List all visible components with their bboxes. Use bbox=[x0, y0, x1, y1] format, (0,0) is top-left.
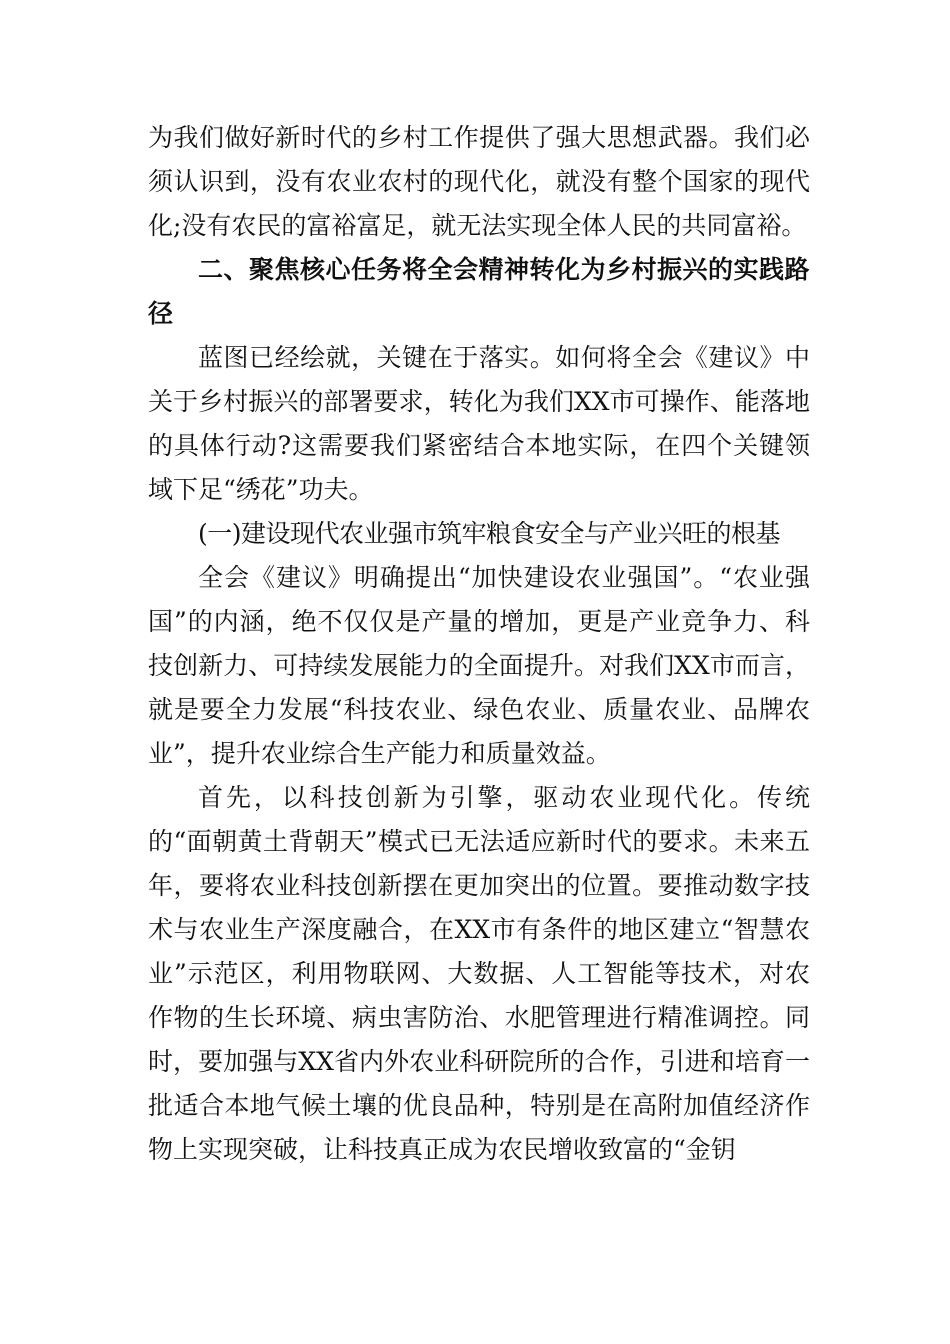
body-paragraph: 蓝图已经绘就，关键在于落实。如何将全会《建议》中关于乡村振兴的部署要求，转化为我们XX市可操作、能落地的具体行动?这需要我们紧密结合本地实际，在四个关键领域下足“绣花”功夫。 bbox=[148, 343, 810, 504]
body-paragraph-continued: 为我们做好新时代的乡村工作提供了强大思想武器。我们必须认识到，没有农业农村的现代化，就没有整个国家的现代化;没有农民的富裕富足，就无法实现全体人民的共同富裕。 bbox=[148, 123, 810, 240]
document-page bbox=[148, 116, 810, 1172]
body-paragraph: 首先，以科技创新为引擎，驱动农业现代化。传统的“面朝黄土背朝天”模式已无法适应新时代的要求。未来五年，要将农业科技创新摆在更加突出的位置。要推动数字技术与农业生产深度融合，在XX市有条件的地区建立“智慧农业”示范区，利用物联网、大数据、人工智能等技术，对农作物的生长环境、病虫害防治、水肥管理进行精准调控。同时，要加强与XX省内外农业科研院所的合作，引进和培育一批适合本地气候土壤的优良品种，特别是在高附加值经济作物上实现突破，让科技真正成为农民增收致富的“金钥 bbox=[148, 783, 810, 1164]
subsection-heading-1: (一)建设现代农业强市筑牢粮食安全与产业兴旺的根基 bbox=[198, 519, 781, 548]
body-paragraph: 全会《建议》明确提出“加快建设农业强国”。“农业强国”的内涵，绝不仅仅是产量的增加，更是产业竞争力、科技创新力、可持续发展能力的全面提升。对我们XX市而言，就是要全力发展“科技农业、绿色农业、质量农业、品牌农业”，提升农业综合生产能力和质量效益。 bbox=[148, 563, 810, 768]
section-heading-2: 二、聚焦核心任务将全会精神转化为乡村振兴的实践路径 bbox=[148, 255, 811, 328]
